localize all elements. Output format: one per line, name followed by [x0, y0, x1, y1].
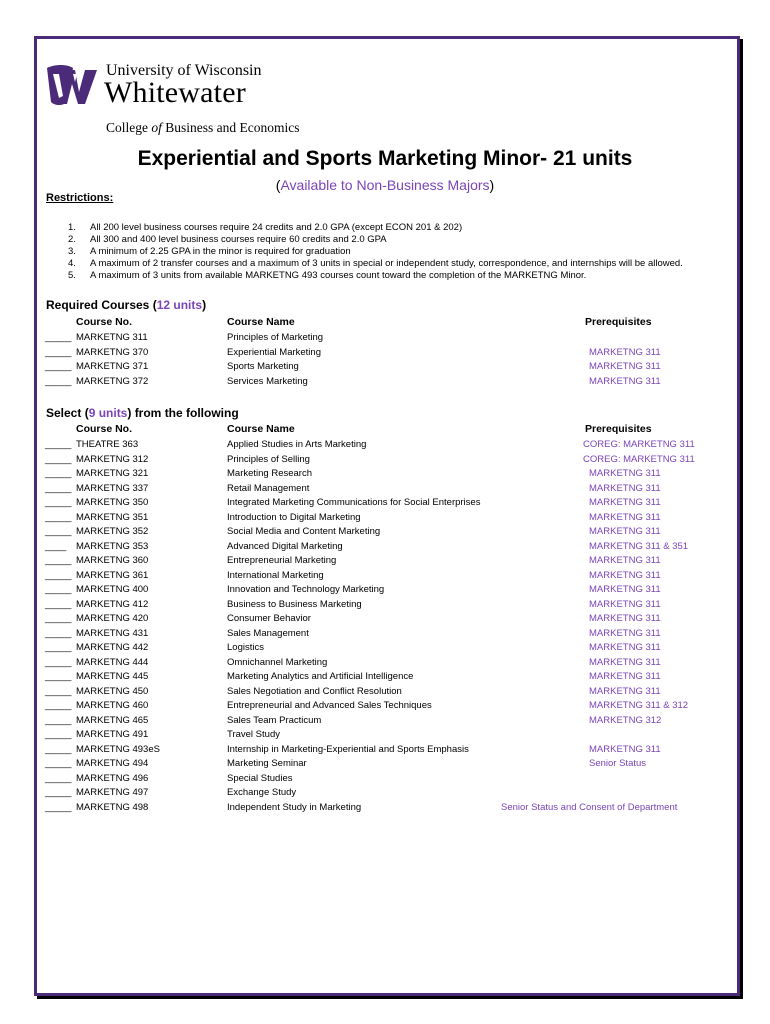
course-name: Marketing Seminar — [227, 758, 307, 769]
course-checkbox-blank: _____ — [45, 346, 72, 358]
course-prerequisite: COREG: MARKETNG 311 — [583, 439, 695, 450]
course-prerequisite: MARKETNG 311 — [589, 526, 661, 537]
course-number: MARKETNG 351 — [76, 511, 149, 523]
course-prerequisite: MARKETNG 311 — [589, 598, 661, 610]
restriction-item — [46, 246, 683, 258]
course-prerequisite: MARKETNG 311 — [589, 569, 661, 581]
course-row — [0, 787, 770, 801]
course-prerequisite: MARKETNG 311 — [589, 511, 661, 523]
course-prerequisite: MARKETNG 311 & 351 — [589, 540, 689, 552]
course-number: MARKETNG 442 — [76, 642, 149, 653]
course-checkbox-blank: _____ — [45, 714, 72, 726]
university-line: University of Wisconsin — [106, 62, 262, 79]
course-row — [0, 376, 770, 390]
course-row — [0, 700, 770, 714]
course-name: Marketing Research — [227, 468, 313, 479]
course-checkbox-blank: _____ — [45, 375, 72, 387]
course-name: Travel Study — [227, 729, 280, 740]
course-prerequisite: MARKETNG 311 — [589, 627, 661, 639]
course-row — [0, 744, 770, 758]
course-row — [0, 512, 770, 526]
course-number: MARKETNG 360 — [76, 555, 149, 566]
restriction-number: 3. — [68, 246, 76, 257]
required-col-course-name: Course Name — [227, 316, 295, 328]
restriction-item — [46, 234, 683, 246]
course-number: MARKETNG 337 — [76, 482, 149, 494]
course-checkbox-blank: _____ — [45, 526, 72, 537]
restriction-item — [46, 270, 683, 282]
course-name: Integrated Marketing Communications for Social Enterprises — [227, 497, 481, 508]
course-name: Independent Study in Marketing — [227, 801, 362, 813]
restriction-text: All 200 level business courses require 24 credits and 2.0 GPA (except ECON 201 & 202) — [90, 222, 463, 233]
course-prerequisite: MARKETNG 311 — [589, 671, 661, 682]
course-number: MARKETNG 361 — [76, 569, 149, 581]
required-col-prerequisites: Prerequisites — [585, 316, 652, 328]
course-row — [0, 526, 770, 540]
restrictions-list — [46, 222, 683, 282]
course-checkbox-blank: _____ — [45, 468, 72, 479]
course-checkbox-blank: _____ — [45, 497, 72, 508]
course-row — [0, 657, 770, 671]
course-number: MARKETNG 370 — [76, 346, 149, 358]
course-row — [0, 454, 770, 468]
course-name: Omnichannel Marketing — [227, 656, 328, 668]
page-subtitle: (Available to Non-Business Majors) — [275, 177, 495, 193]
course-name: Principles of Selling — [227, 453, 310, 465]
restriction-number: 5. — [68, 270, 76, 281]
course-prerequisite: MARKETNG 311 — [589, 482, 661, 494]
course-row — [0, 628, 770, 642]
course-checkbox-blank: _____ — [45, 758, 72, 769]
course-checkbox-blank: _____ — [45, 656, 72, 668]
course-checkbox-blank: _____ — [45, 743, 72, 755]
restriction-text: A minimum of 2.25 GPA in the minor is required for graduation — [90, 246, 351, 257]
course-name: Advanced Digital Marketing — [227, 540, 343, 552]
course-checkbox-blank: _____ — [45, 598, 72, 610]
course-prerequisite: MARKETNG 311 — [589, 497, 661, 508]
course-prerequisite: MARKETNG 311 — [589, 346, 661, 358]
course-checkbox-blank: _____ — [45, 729, 72, 740]
course-row — [0, 686, 770, 700]
course-prerequisite: MARKETNG 312 — [589, 714, 662, 726]
course-number: MARKETNG 371 — [76, 361, 149, 372]
course-name: Sales Team Practicum — [227, 714, 322, 726]
course-checkbox-blank: _____ — [45, 787, 72, 798]
course-prerequisite: MARKETNG 311 — [589, 613, 661, 624]
course-row — [0, 671, 770, 685]
course-row — [0, 758, 770, 772]
course-name: Innovation and Technology Marketing — [227, 584, 385, 595]
course-checkbox-blank: _____ — [45, 627, 72, 639]
course-name: Social Media and Content Marketing — [227, 526, 381, 537]
course-prerequisite: Senior Status and Consent of Department — [501, 801, 678, 813]
course-number: MARKETNG 352 — [76, 526, 149, 537]
course-prerequisite: MARKETNG 311 — [589, 361, 661, 372]
course-number: MARKETNG 445 — [76, 671, 149, 682]
course-row — [0, 541, 770, 555]
course-prerequisite: Senior Status — [589, 758, 647, 769]
course-row — [0, 715, 770, 729]
course-checkbox-blank: _____ — [45, 642, 72, 653]
course-name: Business to Business Marketing — [227, 598, 362, 610]
course-prerequisite: MARKETNG 311 — [589, 685, 661, 697]
course-number: MARKETNG 321 — [76, 468, 149, 479]
course-number: MARKETNG 431 — [76, 627, 149, 639]
course-checkbox-blank: _____ — [45, 671, 72, 682]
course-row — [0, 497, 770, 511]
required-col-course-no: Course No. — [76, 316, 133, 328]
course-name: Sales Negotiation and Conflict Resolution — [227, 685, 402, 697]
course-row — [0, 439, 770, 453]
course-number: MARKETNG 353 — [76, 540, 149, 552]
course-row — [0, 802, 770, 816]
restriction-number: 2. — [68, 234, 76, 245]
course-number: THEATRE 363 — [76, 439, 139, 450]
course-checkbox-blank: _____ — [45, 439, 72, 450]
course-row — [0, 584, 770, 598]
course-prerequisite: MARKETNG 311 — [589, 555, 661, 566]
course-prerequisite: MARKETNG 311 — [589, 375, 661, 387]
course-number: MARKETNG 412 — [76, 598, 149, 610]
course-name: Applied Studies in Arts Marketing — [227, 439, 367, 450]
course-name: Consumer Behavior — [227, 613, 311, 624]
course-checkbox-blank: _____ — [45, 361, 72, 372]
course-checkbox-blank: _____ — [45, 482, 72, 494]
course-checkbox-blank: _____ — [45, 453, 72, 465]
course-row — [0, 332, 770, 346]
page-title: Experiential and Sports Marketing Minor- 21 units — [137, 147, 633, 170]
select-col-course-name: Course Name — [227, 423, 295, 435]
course-number: MARKETNG 460 — [76, 700, 149, 711]
course-checkbox-blank: _____ — [45, 584, 72, 595]
course-checkbox-blank: _____ — [45, 700, 72, 711]
course-checkbox-blank: _____ — [45, 772, 72, 784]
course-prerequisite: MARKETNG 311 — [589, 743, 661, 755]
restriction-number: 4. — [68, 258, 76, 269]
course-row — [0, 613, 770, 627]
university-name: Whitewater — [104, 76, 246, 109]
course-number: MARKETNG 311 — [76, 332, 148, 343]
course-checkbox-blank: _____ — [45, 613, 72, 624]
restriction-number: 1. — [68, 222, 76, 233]
restriction-text: A maximum of 2 transfer courses and a maximum of 3 units in special or independent study, correspondence, and internships will be allowed. — [90, 258, 683, 269]
course-row — [0, 347, 770, 361]
required-courses-heading: Required Courses (12 units) — [46, 298, 207, 312]
course-number: MARKETNG 444 — [76, 656, 149, 668]
course-name: Internship in Marketing-Experiential and Sports Emphasis — [227, 743, 469, 755]
course-name: Entrepreneurial Marketing — [227, 555, 337, 566]
course-name: Special Studies — [227, 772, 293, 784]
course-number: MARKETNG 400 — [76, 584, 149, 595]
course-number: MARKETNG 493eS — [76, 743, 160, 755]
course-number: MARKETNG 420 — [76, 613, 149, 624]
select-courses-heading: Select (9 units) from the following — [46, 406, 239, 420]
restriction-item — [46, 222, 683, 234]
course-number: MARKETNG 498 — [76, 801, 149, 813]
course-name: Entrepreneurial and Advanced Sales Techniques — [227, 700, 432, 711]
course-name: Experiential Marketing — [227, 346, 321, 358]
select-col-prerequisites: Prerequisites — [585, 423, 652, 435]
course-row — [0, 570, 770, 584]
course-prerequisite: COREG: MARKETNG 311 — [583, 453, 695, 465]
course-number: MARKETNG 350 — [76, 497, 149, 508]
uw-whitewater-logo — [45, 62, 101, 108]
course-name: Sports Marketing — [227, 361, 299, 372]
course-checkbox-blank: _____ — [45, 332, 72, 343]
restriction-text: A maximum of 3 units from available MARKETNG 493 courses count toward the completion of the MARKETNG Minor. — [90, 270, 587, 281]
course-checkbox-blank: _____ — [45, 555, 72, 566]
course-number: MARKETNG 497 — [76, 787, 149, 798]
course-name: International Marketing — [227, 569, 324, 581]
course-row — [0, 773, 770, 787]
course-name: Exchange Study — [227, 787, 297, 798]
course-prerequisite: MARKETNG 311 — [589, 642, 661, 653]
course-number: MARKETNG 491 — [76, 729, 149, 740]
course-name: Sales Management — [227, 627, 309, 639]
course-name: Retail Management — [227, 482, 310, 494]
restriction-item — [46, 258, 683, 270]
course-row — [0, 599, 770, 613]
restrictions-heading: Restrictions: — [46, 192, 114, 204]
course-checkbox-blank: _____ — [45, 511, 72, 523]
course-checkbox-blank: ____ — [45, 540, 67, 552]
course-row — [0, 555, 770, 569]
course-row — [0, 361, 770, 375]
course-row — [0, 483, 770, 497]
course-row — [0, 468, 770, 482]
course-prerequisite: MARKETNG 311 — [589, 656, 661, 668]
course-number: MARKETNG 312 — [76, 453, 149, 465]
select-col-course-no: Course No. — [76, 423, 133, 435]
course-number: MARKETNG 450 — [76, 685, 149, 697]
course-number: MARKETNG 372 — [76, 375, 149, 387]
course-checkbox-blank: _____ — [45, 569, 72, 581]
course-name: Services Marketing — [227, 375, 308, 387]
course-name: Logistics — [227, 642, 264, 653]
course-prerequisite: MARKETNG 311 & 312 — [589, 700, 689, 711]
course-number: MARKETNG 496 — [76, 772, 149, 784]
course-name: Principles of Marketing — [227, 332, 324, 343]
course-number: MARKETNG 494 — [76, 758, 149, 769]
course-checkbox-blank: _____ — [45, 801, 72, 813]
course-prerequisite: MARKETNG 311 — [589, 584, 661, 595]
restriction-text: All 300 and 400 level business courses require 60 credits and 2.0 GPA — [90, 234, 387, 245]
course-checkbox-blank: _____ — [45, 685, 72, 697]
course-number: MARKETNG 465 — [76, 714, 149, 726]
course-row — [0, 642, 770, 656]
college-name: College of Business and Economics — [106, 120, 300, 135]
course-row — [0, 729, 770, 743]
course-name: Introduction to Digital Marketing — [227, 511, 361, 523]
course-name: Marketing Analytics and Artificial Intelligence — [227, 671, 414, 682]
course-prerequisite: MARKETNG 311 — [589, 468, 661, 479]
